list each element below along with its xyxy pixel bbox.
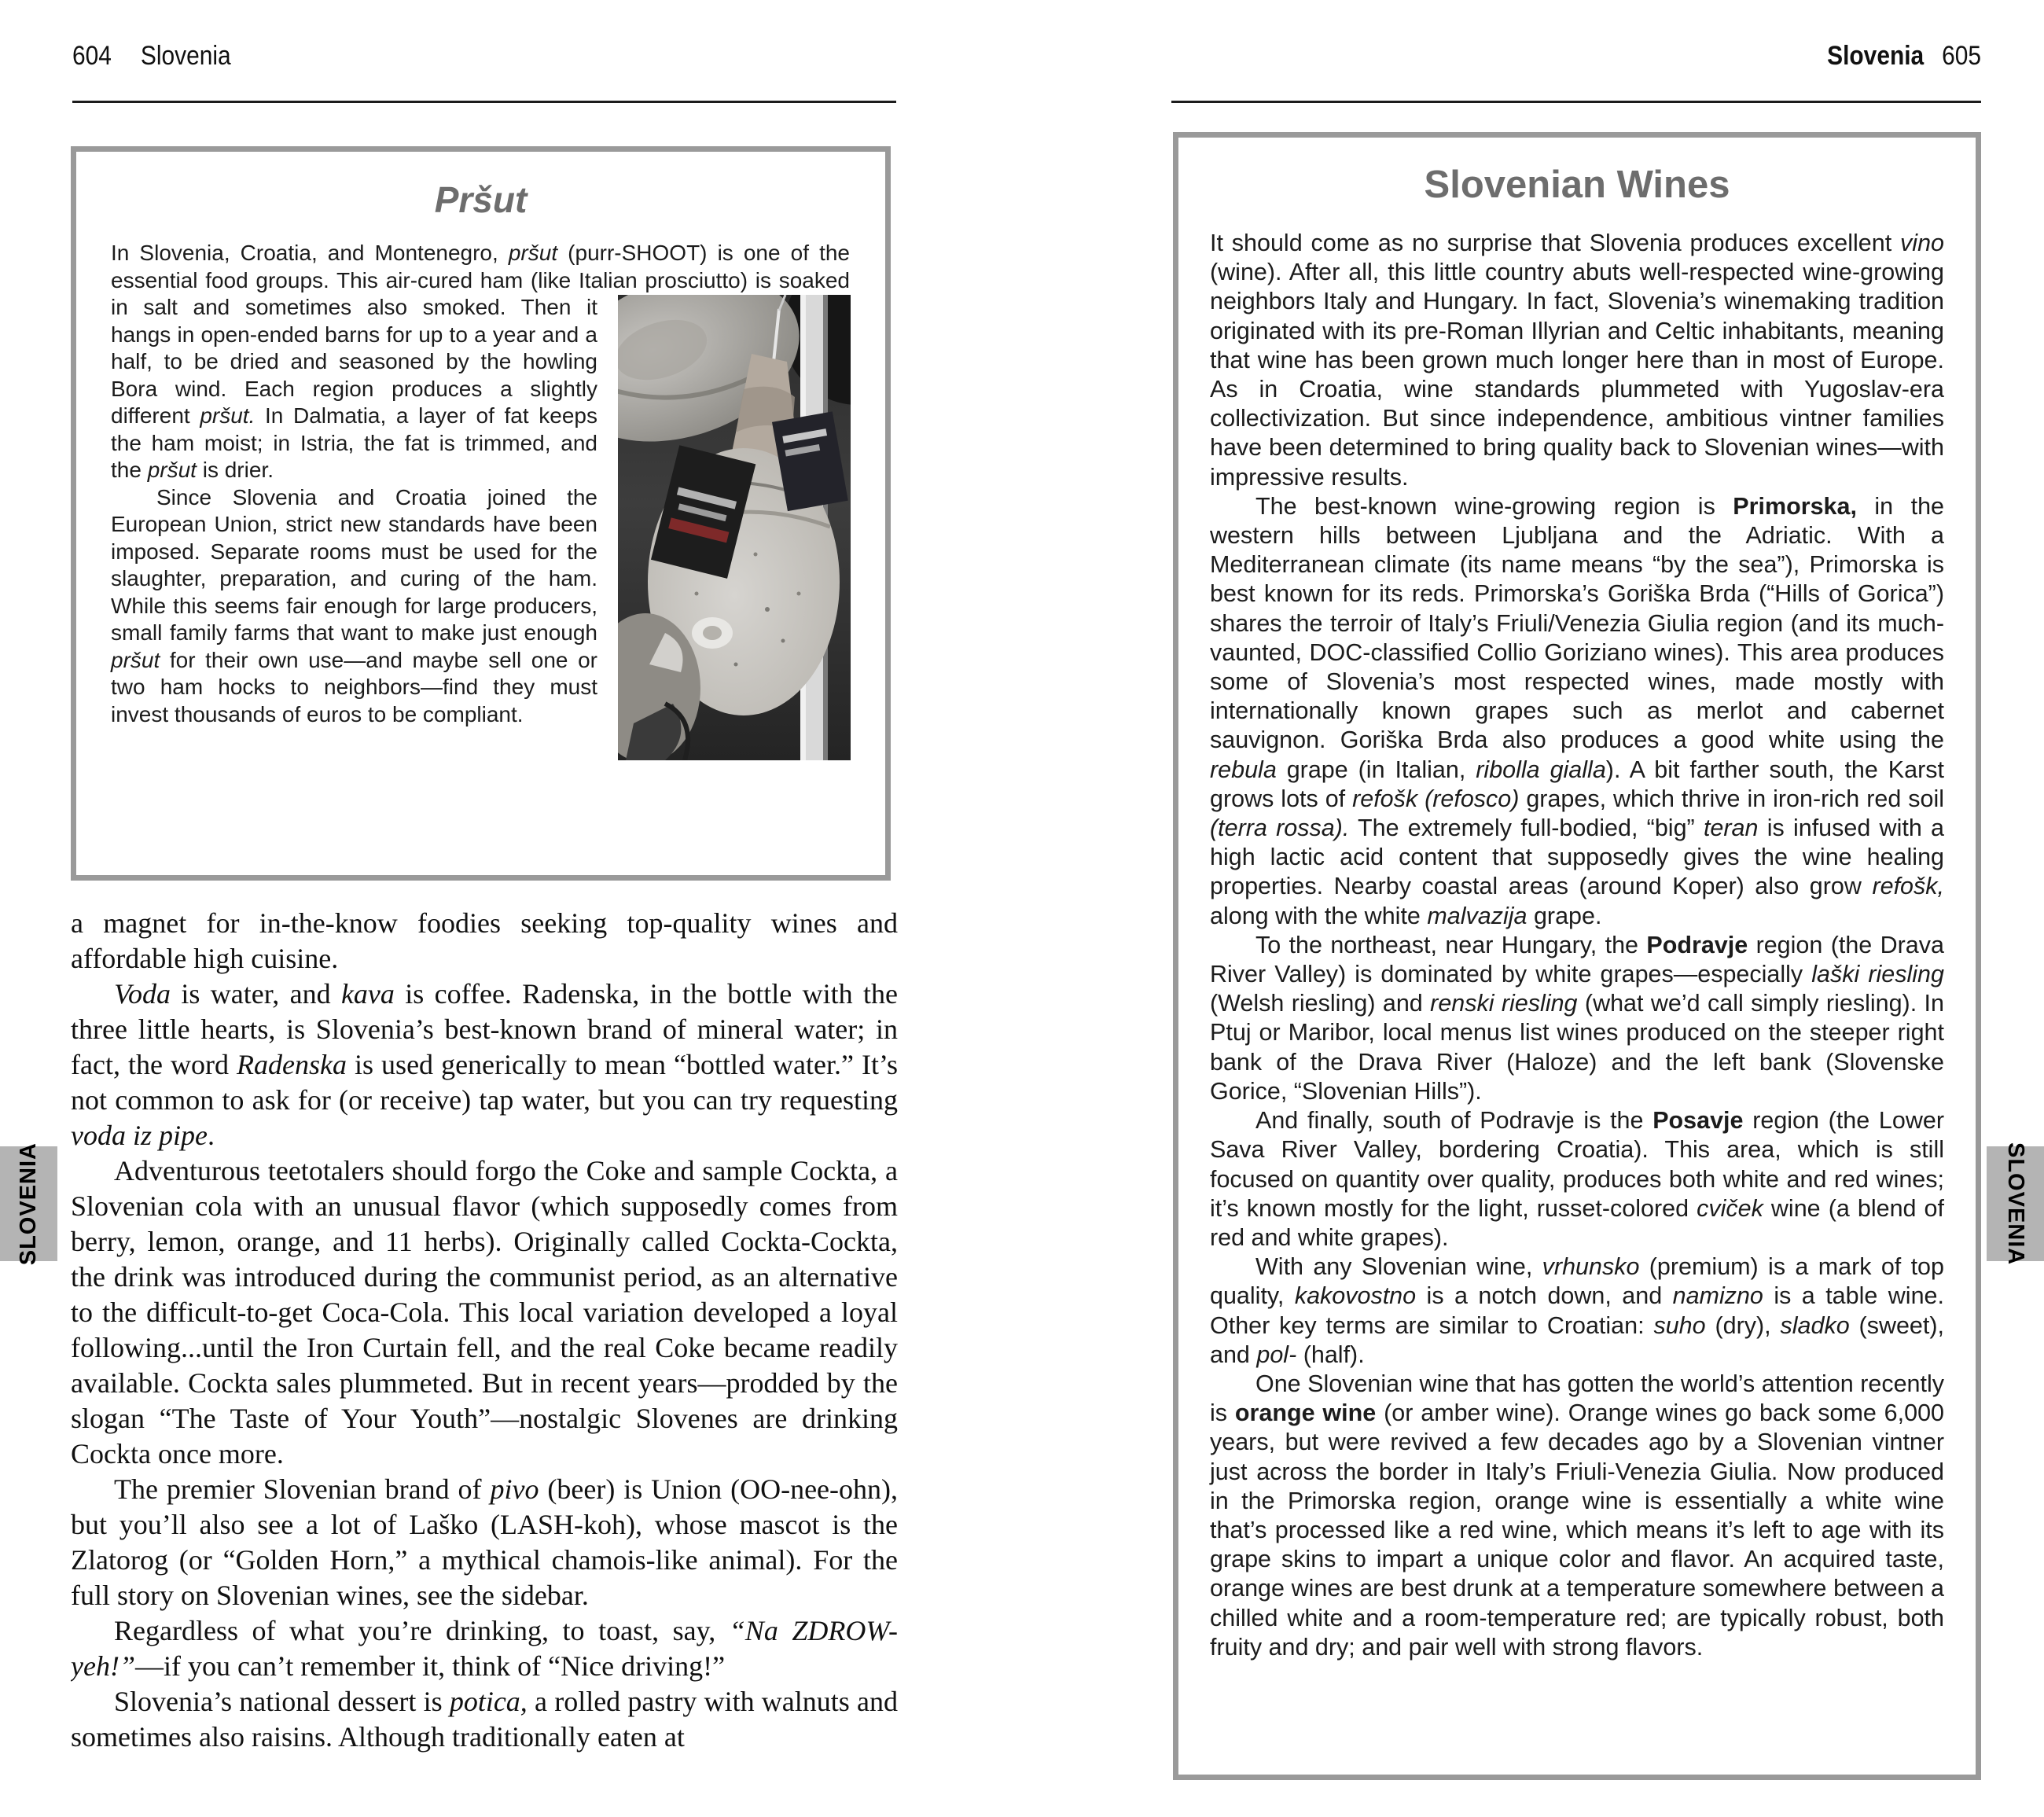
text-run: (or amber wine). Orange wines go back some 6,000 years, but were revived a few decades ago by a Slovenian vintner just across the border in Italy’s Friuli-Venezia Giulia. Now produced in the Primorska region, orange wine is essentially a white wine that’s processed like a red wine, which means it’s left to age with its grape skins to impart a unique color and flavor. An acquired taste, orange wines are best drunk at a temperature somewhere between a chilled white and a room-temperature red; are typically robust, both fruity and dry; and pair well with strong flavors. xyxy=(1210,1400,1945,1661)
wine-box-paragraphs xyxy=(1210,229,1944,1662)
text-run: is a notch down, and xyxy=(1416,1282,1673,1310)
right-edge-tab-slovenia xyxy=(1987,1142,2044,1266)
paragraph xyxy=(1210,1370,1944,1662)
text-run: pršut xyxy=(508,241,558,265)
text-run: Regardless of what you’re drinking, to toast, say, xyxy=(114,1615,730,1646)
text-run: It should come as no surprise that Slovenia produces excellent xyxy=(1210,230,1901,256)
text-run: namizno xyxy=(1672,1282,1763,1310)
text-run: is coffee. Radenska, in the bottle with the three little hearts, is Slovenia’s best-known brand of mineral water; in fact, the word xyxy=(71,978,898,1080)
slovenian-wines-sidebar-box xyxy=(1173,132,1981,1780)
text-run: Posavje xyxy=(1652,1107,1744,1135)
text-run: suho xyxy=(1653,1311,1706,1339)
text-run: Adventurous teetotalers should forgo the Coke and sample Cockta, a Slovenian cola with an unusual flavor (which supposedly comes from berry, lemon, orange, and 11 herbs). Originally called Cockta-Cockta, the drink was introduced during the communist period, as an alternative to the difficult-to-get Coca-Cola. This local variation developed a loyal following...until the Iron Curtain fell, and the real Coke became readily available. Cockta sales plummeted. But in recent years—prodded by the slogan “The Taste of Your Youth”—nostalgic Slovenes are drinking Cockta once more. xyxy=(71,1155,898,1469)
text-run: Primorska, xyxy=(1733,492,1857,520)
text-run: cviček xyxy=(1697,1194,1763,1222)
text-run: And finally, south of Podravje is the xyxy=(1255,1107,1653,1135)
text-run: (terra rossa). xyxy=(1210,815,1350,842)
text-run: malvazija xyxy=(1427,902,1527,929)
text-run: One Slovenian wine that has gotten the world’s attention recently is xyxy=(1210,1370,1945,1427)
text-run: pivo xyxy=(490,1473,539,1505)
wine-box-title: Slovenian Wines xyxy=(1424,164,1730,206)
right-page-number: 605 xyxy=(1942,41,1981,71)
paragraph xyxy=(71,1472,898,1613)
text-run: ribolla gialla xyxy=(1476,756,1606,783)
text-run: voda iz pipe xyxy=(71,1120,208,1151)
text-run: The premier Slovenian brand of xyxy=(114,1473,491,1505)
text-run: grape. xyxy=(1527,902,1602,929)
text-run: ). A bit farther south, the Karst grows lots of xyxy=(1210,756,1944,812)
text-run: teran xyxy=(1703,815,1759,842)
text-run: (purr-SHOOT) is one of the essential food groups. This air-cured ham (like Italian prosciutto) is soaked in salt and sometimes also smoked. Then it hangs in open-ended barns for up to a year and a half, to be dried and seasoned by the howling Bora wind. Each region produces a slightly different xyxy=(111,241,850,428)
prsut-sidebar-box xyxy=(71,146,891,881)
text-run: along with the white xyxy=(1210,902,1428,929)
text-run: To the northeast, near Hungary, the xyxy=(1255,931,1647,958)
text-run: for their own use—and maybe sell one or two ham hocks to neighbors—find they must invest thousands of euros to be compliant. xyxy=(111,647,597,726)
paragraph xyxy=(71,977,898,1153)
text-run: rebula xyxy=(1210,756,1277,783)
text-run: is water, and xyxy=(171,978,341,1010)
text-run: In Slovenia, Croatia, and Montenegro, xyxy=(111,241,509,265)
text-run: “Na ZDROW-yeh!” xyxy=(71,1615,898,1682)
text-run: pršut xyxy=(147,458,197,482)
text-run: region (the Lower Sava River Valley, bordering Croatia). This area, which is still focused on quantity over quality, produces both white and red wines; it’s known mostly for the light, russet-colored xyxy=(1210,1107,1944,1222)
text-run: The best-known wine-growing region is xyxy=(1255,492,1733,520)
paragraph xyxy=(1210,492,1944,931)
left-edge-tab-slovenia xyxy=(0,1142,57,1266)
text-run: region (the Drava River Valley) is dominated by white grapes—especially xyxy=(1210,931,1944,988)
text-run: kava xyxy=(340,978,395,1010)
text-run: pršut. xyxy=(200,403,256,428)
paragraph xyxy=(71,1153,898,1472)
text-run: The extremely full-bodied, “big” xyxy=(1349,815,1704,842)
paragraph xyxy=(1210,1106,1944,1252)
prsut-box-title: Pršut xyxy=(434,179,528,220)
text-run: vino xyxy=(1900,230,1944,256)
text-run: (premium) is a mark of top quality, xyxy=(1210,1253,1944,1310)
paragraph xyxy=(71,1684,898,1755)
text-run: orange wine xyxy=(1234,1400,1377,1427)
paragraph xyxy=(1210,229,1944,492)
text-run: (half). xyxy=(1296,1341,1365,1368)
text-run: renski riesling xyxy=(1430,990,1578,1017)
wine-box-body xyxy=(1210,229,1944,1662)
text-run: grape (in Italian, xyxy=(1276,756,1476,783)
text-run: kakovostno xyxy=(1294,1282,1417,1310)
text-run: (beer) is Union (OO-nee-ohn), but you’ll also see a lot of Laško (LASH-koh), whose mascot is the Zlatorog (or “Golden Horn,” a mythical chamois-like animal). For the full story on Slovenian wines, see the sidebar. xyxy=(71,1473,898,1611)
text-run: (wine). After all, this little country abuts well-respected wine-growing neighbors Italy and Hungary. In fact, Slovenia’s winemaking tradition originated with its pre-Roman Illyrian and Celtic inhabitants, meaning that wine has been grown much longer here than in most of Europe. As in Croatia, wine standards plummeted with Yugoslav-era collectivization. But since independence, ambitious vintner families have been determined to bring quality back to Slovenian wines—with impressive results. xyxy=(1210,259,1944,491)
text-run: is used generically to mean “bottled water.” It’s not common to ask for (or receive) tap water, but you can try requesting xyxy=(71,1049,898,1116)
text-run: refošk (refosco) xyxy=(1352,785,1520,812)
text-run: —if you can’t remember it, think of “Nice driving!” xyxy=(134,1650,726,1682)
text-run: potica, xyxy=(449,1686,528,1717)
text-run: vrhunsko xyxy=(1542,1253,1640,1281)
text-run: pol- xyxy=(1256,1341,1297,1368)
text-run: is drier. xyxy=(196,458,274,482)
left-body-paragraphs xyxy=(71,906,898,1755)
text-run: Voda xyxy=(114,978,171,1010)
text-run: . xyxy=(207,1120,215,1151)
text-run: Since Slovenia and Croatia joined the European Union, strict new standards have been imposed. Separate rooms must be used for the slaughter, preparation, and curing of the ham. While this seems fair enough for large producers, small family farms that want to make just enough xyxy=(111,484,597,645)
right-running-head xyxy=(1269,41,1981,72)
left-section-label: Slovenia xyxy=(140,41,231,71)
photo-float-spacer xyxy=(850,240,851,295)
text-run: With any Slovenian wine, xyxy=(1255,1253,1542,1281)
text-run: (Welsh riesling) and xyxy=(1210,990,1431,1017)
paragraph xyxy=(1210,931,1944,1106)
left-edge-tab-label: SLOVENIA xyxy=(16,1142,41,1266)
right-section-label: Slovenia xyxy=(1827,41,1925,71)
text-run: Radenska xyxy=(237,1049,347,1080)
prsut-ham-photo-art xyxy=(618,295,851,760)
left-page-body xyxy=(71,906,898,1814)
text-run: (what we’d call simply riesling). In Ptuj or Maribor, local menus list wines produced on the steeper right bank of the Drava River (Haloze) and the left bank (Slovenske Gorice, “Slovenian Hills”). xyxy=(1210,990,1944,1105)
text-run: wine (a blend of red and white grapes). xyxy=(1210,1194,1944,1251)
left-running-head xyxy=(72,41,231,72)
text-run: (sweet), and xyxy=(1210,1311,1945,1368)
paragraph xyxy=(71,906,898,977)
text-run: a magnet for in-the-know foodies seeking top-quality wines and affordable high cuisine. xyxy=(71,907,898,974)
text-run: Slovenia’s national dessert is xyxy=(114,1686,450,1717)
prsut-ham-photo xyxy=(618,295,851,760)
right-edge-tab-label: SLOVENIA xyxy=(2003,1142,2028,1266)
text-run: In Dalmatia, a layer of fat keeps the ham moist; in Istria, the fat is trimmed, and the xyxy=(111,403,597,482)
left-head-rule xyxy=(72,101,896,103)
text-run: Podravje xyxy=(1646,931,1748,958)
text-run: is a table wine. Other key terms are similar to Croatian: xyxy=(1210,1282,1944,1339)
right-head-rule xyxy=(1171,101,1981,103)
text-run: refošk, xyxy=(1872,873,1944,900)
text-run: sladko xyxy=(1780,1311,1850,1339)
text-run: a rolled pastry with walnuts and sometimes also raisins. Although traditionally eaten at xyxy=(71,1686,898,1753)
paragraph xyxy=(71,1613,898,1684)
text-run: (dry), xyxy=(1705,1311,1781,1339)
text-run: in the western hills between Ljubljana and the Adriatic. With a Mediterranean climate (its name means “by the sea”), Primorska is best known for its reds. Primorska’s Goriška Brda (“Hills of Gorica”) shares the terroir of Italy’s Friuli/Venezia Giulia region (and its much-vaunted, DOC-classified Collio Goriziano wines). This area produces some of Slovenia’s most respected wines, made mostly with internationally known grapes such as merlot and cabernet sauvignon. Goriška Brda also produces a good white using the xyxy=(1210,492,1944,754)
text-run: is infused with a high lactic acid content that supposedly gives the wine healing properties. Nearby coastal areas (around Koper) also grow xyxy=(1210,815,1944,900)
text-run: laški riesling xyxy=(1811,961,1944,988)
prsut-box-body xyxy=(111,240,851,728)
text-run: pršut xyxy=(111,647,160,672)
text-run: grapes, which thrive in iron-rich red soil xyxy=(1519,785,1944,812)
paragraph xyxy=(1210,1252,1944,1370)
left-page-number: 604 xyxy=(72,41,112,71)
